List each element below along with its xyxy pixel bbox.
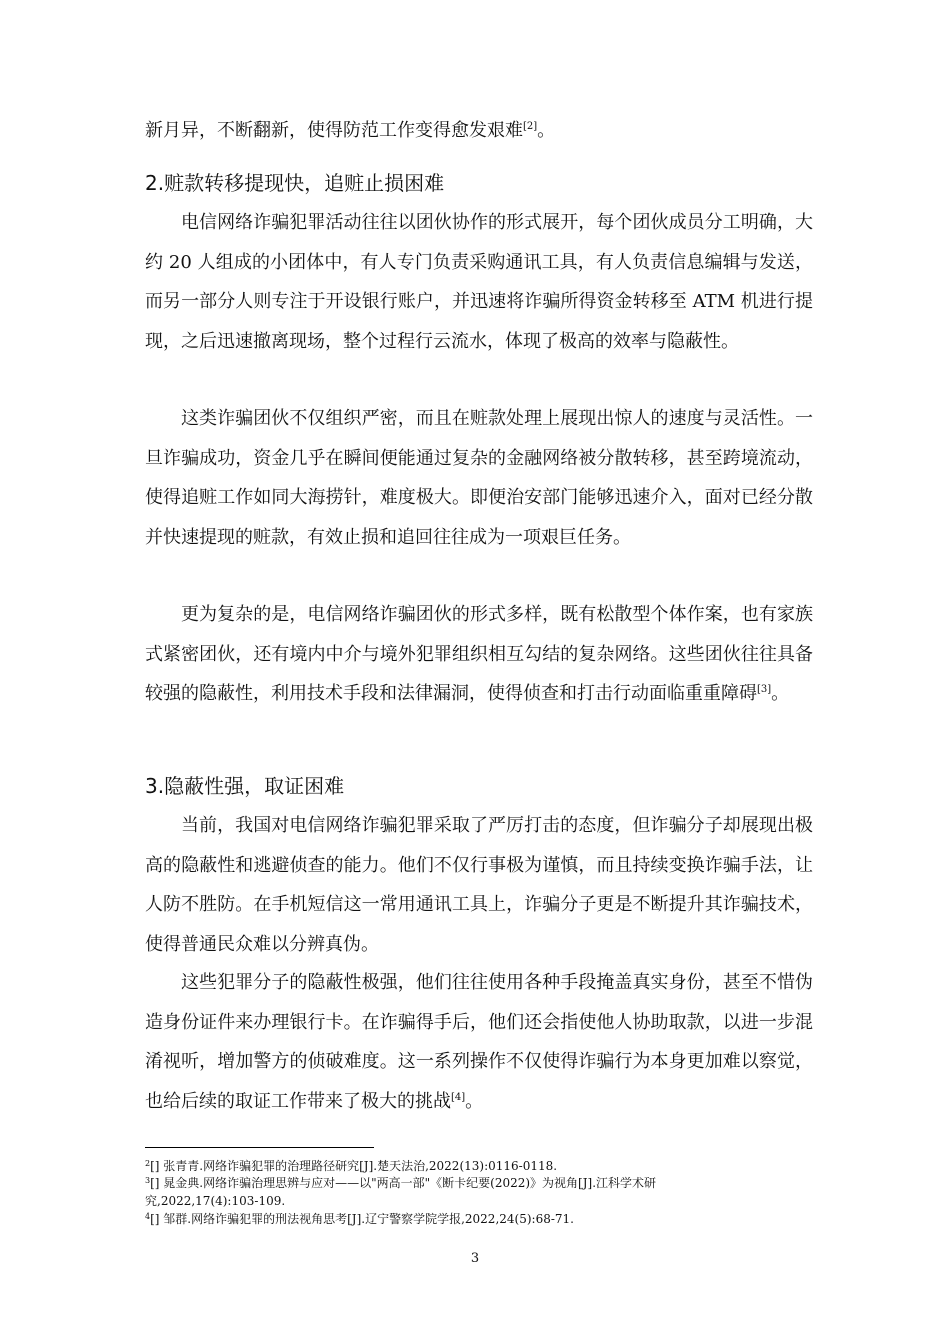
citation-ref: [4]	[451, 1091, 466, 1103]
footnote-mark: []	[150, 1176, 160, 1190]
citation-ref: [2]	[523, 121, 538, 132]
page-number: 3	[470, 1251, 480, 1266]
section2-paragraph-1: 电信网络诈骗犯罪活动往往以团伙协作的形式展开，每个团伙成员分工明确，大约 20 人组成的小团体中，有人专门负责采购通讯工具，有人负责信息编辑与发送，而另一部分人则专注于开设银行账户，并迅速将诈骗所得资金转移至 ATM 机进行提现，之后迅速撤离现场，整个过程行云流水，体现了极高的效率与隐蔽性。	[145, 212, 813, 352]
footnote-number: 4	[145, 1212, 151, 1221]
section-heading-2: 2.赃款转移提现快，追赃止损困难	[145, 171, 445, 195]
footnote-text: 邹群.网络诈骗犯罪的刑法视角思考[J].辽宁警察学院学报,2022,24(5):68-71.	[159, 1212, 574, 1226]
footnote-2	[145, 1157, 755, 1175]
paragraph-end: 。	[771, 683, 790, 704]
footnote-separator	[145, 1147, 374, 1148]
footnote-number: 3	[145, 1176, 151, 1185]
section-heading-3: 3.隐蔽性强，取证困难	[145, 774, 345, 798]
paragraph-text: 更为复杂的是，电信网络诈骗团伙的形式多样，既有松散型个体作案，也有家族式紧密团伙，还有境内中介与境外犯罪组织相互勾结的复杂网络。这些团伙往往具备较强的隐蔽性，利用技术手段和法律漏洞，使得侦查和打击行动面临重重障碍	[145, 604, 813, 704]
paragraph-text: 这些犯罪分子的隐蔽性极强，他们往往使用各种手段掩盖真实身份，甚至不惜伪造身份证件来办理银行卡。在诈骗得手后，他们还会指使他人协助取款，以进一步混淆视听，增加警方的侦破难度。这一系列操作不仅使得诈骗行为本身更加难以察觉，也给后续的取证工作带来了极大的挑战	[145, 972, 813, 1112]
paragraph-continuation	[145, 111, 813, 151]
paragraph-end: 。	[465, 1090, 484, 1112]
section3-paragraph-2	[145, 963, 813, 1121]
footnote-text: 晁金典.网络诈骗治理思辨与应对——以"两高一部"《断卡纪要(2022)》为视角[J].江科学术研究,2022,17(4):103-109.	[145, 1176, 657, 1208]
citation-ref: [3]	[757, 684, 772, 695]
footnote-4	[145, 1210, 755, 1228]
footnote-number: 2	[145, 1159, 151, 1168]
footnote-text: 张青青.网络诈骗犯罪的治理路径研究[J].楚天法治,2022(13):0116-0118.	[159, 1159, 558, 1173]
paragraph-end: 。	[537, 120, 556, 141]
footnote-3	[145, 1174, 755, 1210]
section2-paragraph-3	[145, 595, 813, 714]
section3-paragraph-1: 当前，我国对电信网络诈骗犯罪采取了严厉打击的态度，但诈骗分子却展现出极高的隐蔽性和逃避侦查的能力。他们不仅行事极为谨慎，而且持续变换诈骗手法，让人防不胜防。在手机短信这一常用通讯工具上，诈骗分子更是不断提升其诈骗技术，使得普通民众难以分辨真伪。	[145, 815, 813, 955]
section2-paragraph-2: 这类诈骗团伙不仅组织严密，而且在赃款处理上展现出惊人的速度与灵活性。一旦诈骗成功，资金几乎在瞬间便能通过复杂的金融网络被分散转移，甚至跨境流动，使得追赃工作如同大海捞针，难度极大。即便治安部门能够迅速介入，面对已经分散并快速提现的赃款，有效止损和追回往往成为一项艰巨任务。	[145, 408, 813, 548]
paragraph-text: 新月异，不断翻新，使得防范工作变得愈发艰难	[145, 120, 523, 141]
footnote-mark: []	[150, 1159, 160, 1173]
footnote-mark: []	[150, 1212, 160, 1226]
